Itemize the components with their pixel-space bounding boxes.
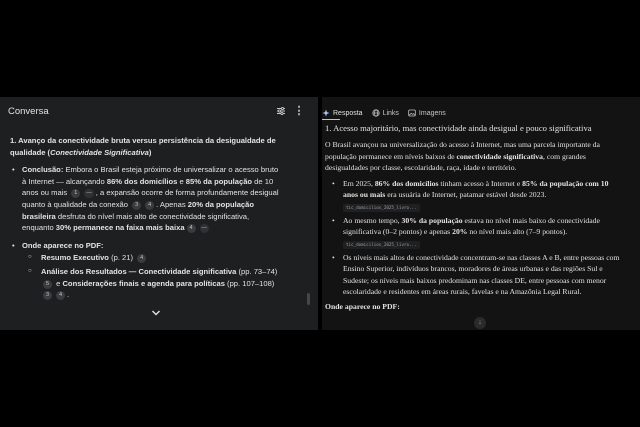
tab-resposta[interactable] [322, 106, 363, 120]
tab-label: Resposta [333, 109, 363, 117]
section-heading: 1. Avanço da conectividade bruta versus persistência da desigualdade de qualidade (Conectividade Significativa) [10, 136, 276, 157]
response-panel [322, 97, 640, 330]
citation-chip[interactable]: 3 [132, 201, 141, 210]
response-heading: 1. Acesso majoritário, mas conectividade ainda desigual e pouco significativa [325, 123, 592, 133]
conversation-body [10, 135, 282, 307]
image-icon [408, 109, 416, 117]
source-citation[interactable]: tic_domicilios_2025_livro... [343, 204, 420, 212]
tune-icon[interactable] [274, 104, 288, 118]
more-options-icon[interactable]: ⋮ [293, 104, 305, 117]
scroll-down-icon[interactable]: ↓ [474, 317, 486, 329]
list-item: • Os níveis mais altos de conectividade concentram-se nas classes A e B, entre pessoas com Ensino Superior, indivíduos brancos, moradores de áreas urbanas e das regiões Sul e Sudeste; os níveis mais baixos predominam nas classes DE, entre pessoas com menor escolaridade e residentes em áreas rurais, favelas e na Amazônia Legal Rural. [325, 252, 625, 297]
tab-label: Imagens [418, 109, 446, 117]
citation-chip[interactable]: 4 [187, 224, 196, 233]
globe-icon [372, 109, 380, 117]
pdf-location-heading: Onde aparece no PDF: [325, 302, 400, 312]
citation-chip[interactable]: 4 [137, 254, 146, 263]
citation-chip[interactable]: — [86, 190, 92, 197]
pdf-location-item: • Onde aparece no PDF: ○ Resumo Executivo (p. 21) 4 ○ Análise dos Resultados — Conectividade significativa (pp. 73–74) 5 e Considerações finais e agenda para políticas (pp. 107–108) 3 4 . [10, 240, 282, 301]
sparkle-icon [322, 109, 330, 117]
conversation-header [0, 97, 318, 127]
conclusion-item: • Conclusão: Embora o Brasil esteja próximo de universalizar o acesso bruto à Internet — alcançando 86% dos domicílios e 85% da população de 10 anos ou mais 1 — , a expansão ocorre de forma profundamente desigual quanto à qualidade da conexão 3 4 . Apenas 20% da população brasileira desfruta do nível mais alto de conectividade significativa, enquanto 30% permanece na faixa mais baixa 4 — [10, 164, 282, 234]
scrollbar-thumb[interactable] [307, 293, 310, 305]
pdf-location-subitem: ○ Análise dos Resultados — Conectividade significativa (pp. 73–74) 5 e Considerações finais e agenda para políticas (pp. 107–108) 3 4 . [22, 266, 282, 301]
list-item: • Ao mesmo tempo, 30% da população estava no nível mais baixo de conectividade significativa (0–2 pontos) e apenas 20% no nível mais alto (7–9 pontos). tic_domicilios_2025_livro... [325, 215, 625, 249]
citation-chip[interactable]: 5 [43, 280, 52, 289]
chevron-down-icon[interactable] [149, 309, 163, 321]
list-item: • Em 2025, 86% dos domicílios tinham acesso à Internet e 85% da população com 10 anos ou mais era usuária de Internet, patamar estável desde 2023. tic_domicilios_2025_livro... [325, 178, 625, 212]
conversation-panel [0, 97, 318, 330]
citation-chip[interactable]: 1 [71, 189, 80, 198]
tab-label: Links [382, 109, 399, 117]
tab-imagens[interactable] [408, 106, 446, 120]
source-citation[interactable]: tic_domicilios_2025_livro... [343, 241, 420, 249]
tab-links[interactable] [372, 106, 399, 120]
active-tab-indicator [322, 119, 340, 120]
citation-chip[interactable]: 4 [56, 291, 65, 300]
citation-chip[interactable]: — [201, 225, 208, 232]
response-tabs [322, 106, 455, 120]
conversation-title: Conversa [8, 106, 49, 117]
pdf-location-subitem: ○ Resumo Executivo (p. 21) 4 [22, 252, 282, 264]
citation-chip[interactable]: 3 [43, 291, 52, 300]
intro-paragraph: O Brasil avançou na universalização do acesso à Internet, mas uma parcela importante da população permanece em níveis baixos de conectividade significativa, com grandes desigualdades por classe, escolaridade, raça, idade e território. [325, 140, 600, 172]
response-body [325, 123, 625, 312]
citation-chip[interactable]: 4 [145, 201, 154, 210]
